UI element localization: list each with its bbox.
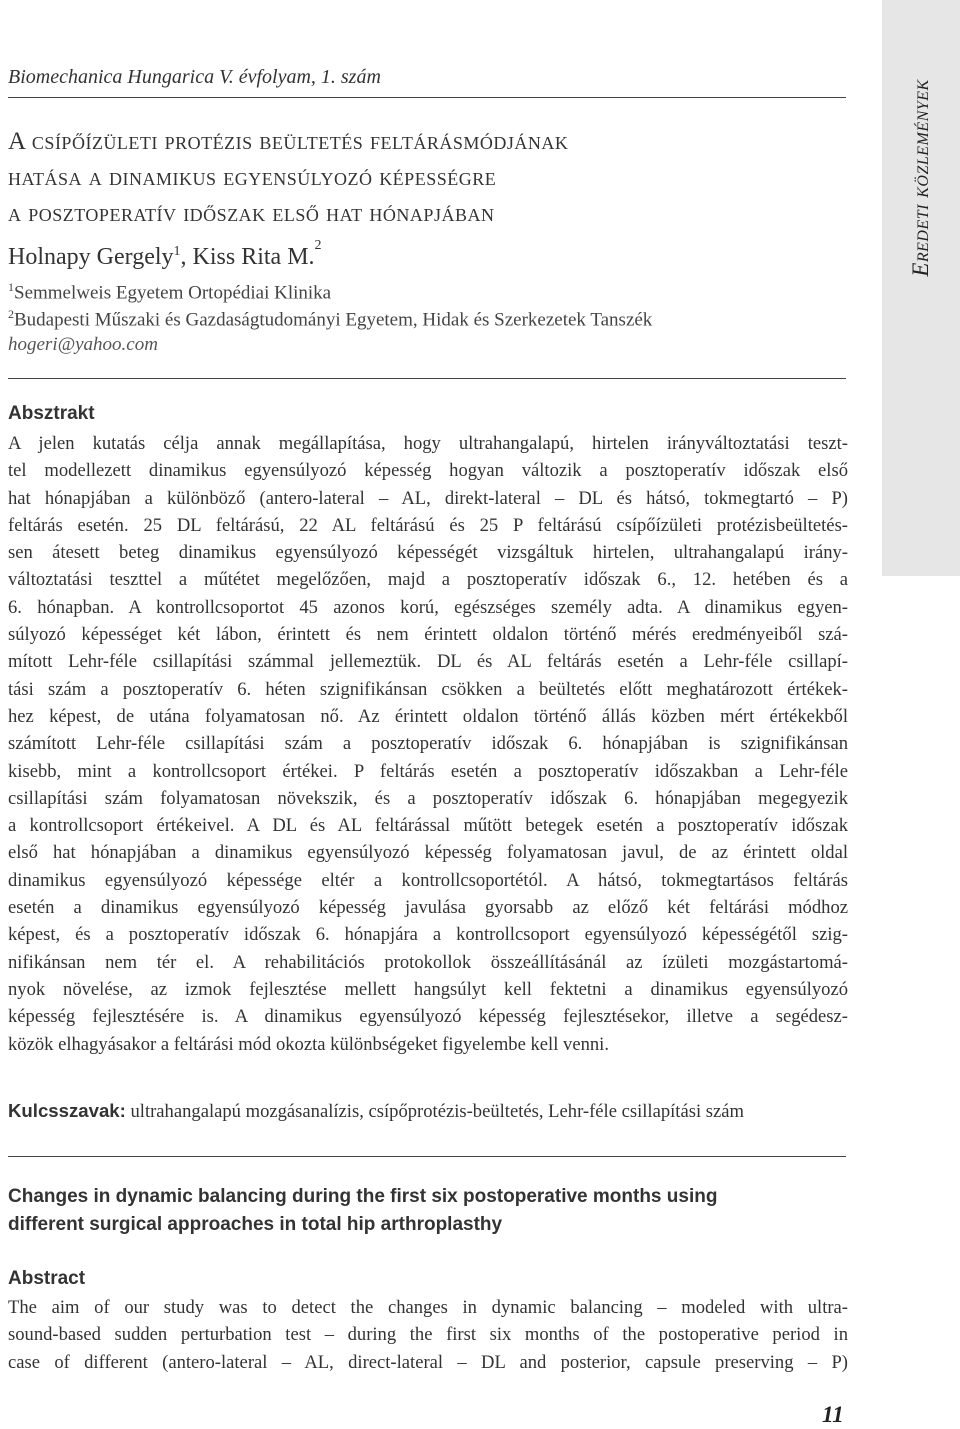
author-affiliation-mark: 1 bbox=[173, 244, 181, 259]
authors bbox=[8, 238, 322, 271]
text-line: súlyozó képességet két lábon, érintett és nem érintett oldalon történő mérés eredményeiből szá- bbox=[8, 624, 848, 646]
text-line: esetén a dinamikus egyensúlyozó képesség javulása gyorsabb az előző két feltárási módhoz bbox=[8, 897, 848, 919]
text-line: feltárás esetén. 25 DL feltárású, 22 AL feltárású és 25 P feltárású csípőízületi protézisbeültetés- bbox=[8, 514, 848, 536]
author-affiliation-mark: 2 bbox=[314, 238, 322, 253]
text-line: kisebb, mint a kontrollcsoport értékei. P feltárás esetén a posztoperatív időszakban a Lehr-féle bbox=[8, 760, 848, 782]
text-line: a kontrollcsoport értékeivel. A DL és AL feltárással műtött betegek esetén a posztoperatív időszak bbox=[8, 815, 848, 837]
title-line: hatása a dinamikus egyensúlyozó képességre bbox=[8, 164, 497, 191]
email-link[interactable]: hogeri@yahoo.com bbox=[8, 334, 158, 355]
text-line: változtatási teszttel a műtétet megelőzően, majd a posztoperatív időszak 6., 12. hetében és a bbox=[8, 569, 848, 591]
text-line: képesség fejlesztésére is. A dinamikus egyensúlyozó képesség fejlesztésekor, illetve a segédesz- bbox=[8, 1006, 848, 1028]
text-line: tel modellezett dinamikus egyensúlyozó képesség hogyan változik a posztoperatív időszak első bbox=[8, 460, 848, 482]
page-number: 11 bbox=[822, 1402, 844, 1427]
text-line: tási szám a posztoperatív 6. héten szignifikánsan csökken a beültetés előtt meghatározott értékek- bbox=[8, 678, 848, 700]
affiliation bbox=[8, 280, 331, 304]
title-line: a posztoperatív időszak első hat hónapjában bbox=[8, 200, 495, 227]
affiliation-number: 1 bbox=[8, 280, 14, 294]
english-title-line: different surgical approaches in total hip arthroplasthy bbox=[8, 1214, 503, 1235]
text-line: csillapítási szám folyamatosan növekszik, és a posztoperatív időszak 6. hónapjában megegyezik bbox=[8, 787, 848, 809]
text-line: dinamikus egyensúlyozó képessége eltér a kontrollcsoportétól. A hátsó, tokmegtartásos feltárás bbox=[8, 869, 848, 891]
affiliation bbox=[8, 307, 652, 331]
author-name: Holnapy Gergely bbox=[8, 244, 174, 270]
text-line: hez képest, de utána folyamatosan nő. Az érintett oldalon történő állás közben mért értékekből bbox=[8, 705, 848, 727]
abstract-hu-body bbox=[8, 430, 848, 1058]
text-line: képest, és a posztoperatív időszak 6. hónapjára a kontrollcsoport egyensúlyozó képességétől szig- bbox=[8, 924, 848, 946]
journal-header: Biomechanica Hungarica V. évfolyam, 1. szám bbox=[8, 66, 381, 88]
affiliation-number: 2 bbox=[8, 307, 14, 321]
keywords-label: Kulcsszavak: bbox=[8, 1100, 126, 1121]
abstract-hu-heading: Absztrakt bbox=[8, 403, 95, 424]
abstract-en-heading: Abstract bbox=[8, 1268, 86, 1289]
text-line: közök elhagyásakor a feltárási mód okozta különbségeket figyelembe kell venni. bbox=[8, 1033, 609, 1055]
text-line: sound-based sudden perturbation test – during the first six months of the postoperative period in bbox=[8, 1324, 848, 1346]
article-title bbox=[8, 124, 848, 232]
text-line: első hat hónapjában a dinamikus egyensúlyozó képesség folyamatosan javul, de az érintett oldal bbox=[8, 842, 848, 864]
text-line: 6. hónapban. A kontrollcsoportot 45 azonos korú, egészséges személy adta. A dinamikus egyen- bbox=[8, 596, 848, 618]
sidebar-label: Eredeti közlemények bbox=[908, 79, 933, 277]
english-title bbox=[8, 1183, 848, 1239]
header-rule bbox=[8, 97, 846, 98]
abstract-en-body bbox=[8, 1294, 848, 1376]
text-line: hat hónapjában a különböző (antero-lateral – AL, direkt-lateral – DL és hátsó, tokmegtartó – P) bbox=[8, 487, 848, 509]
text-line: case of different (antero-lateral – AL, direct-lateral – DL and posterior, capsule preserving – P) bbox=[8, 1351, 848, 1373]
text-line: A jelen kutatás célja annak megállapítása, hogy ultrahangalapú, hirtelen irányváltoztatási teszt- bbox=[8, 433, 848, 454]
author-name: Kiss Rita M. bbox=[192, 244, 315, 270]
section-rule bbox=[8, 1156, 846, 1157]
keywords bbox=[8, 1100, 744, 1123]
text-line: mított Lehr-féle csillapítási számmal jellemeztük. DL és AL feltárás esetén a Lehr-féle csillapí- bbox=[8, 651, 848, 673]
section-rule bbox=[8, 378, 846, 379]
text-line: The aim of our study was to detect the changes in dynamic balancing – modeled with ultra- bbox=[8, 1297, 848, 1318]
author-separator: , bbox=[180, 244, 193, 270]
text-line: számított Lehr-féle csillapítási szám a posztoperatív időszak 6. hónapjában is szignifikánsan bbox=[8, 733, 848, 755]
text-line: sen átesett beteg dinamikus egyensúlyozó képességét vizsgáltuk hirtelen, ultrahangalapú irány- bbox=[8, 542, 848, 564]
title-line: A csípőízületi protézis beültetés feltárásmódjának bbox=[8, 128, 569, 155]
affiliation-text: Budapesti Műszaki és Gazdaságtudományi Egyetem, Hidak és Szerkezetek Tanszék bbox=[14, 309, 653, 331]
text-line: nifikánsan nem tér el. A rehabilitációs protokollok összeállításánál az ízületi mozgástartomá- bbox=[8, 951, 848, 973]
text-line: nyok növelése, az izmok fejlesztése mellett hangsúlyt kell fektetni a dinamikus egyensúlyozó bbox=[8, 978, 848, 1000]
english-title-line: Changes in dynamic balancing during the first six postoperative months using bbox=[8, 1186, 718, 1207]
keywords-text: ultrahangalapú mozgásanalízis, csípőprotézis-beültetés, Lehr-féle csillapítási szám bbox=[125, 1101, 744, 1122]
affiliation-text: Semmelweis Egyetem Ortopédiai Klinika bbox=[14, 282, 332, 304]
